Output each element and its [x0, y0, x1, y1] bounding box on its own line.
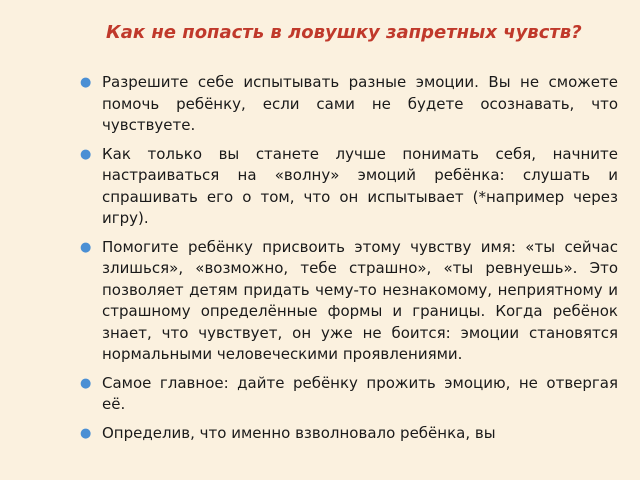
bullet-icon: ●: [80, 375, 92, 391]
bullet-icon: ●: [80, 425, 92, 441]
bullet-item: [78, 144, 618, 230]
bullet-list: [78, 72, 618, 451]
bullet-text: Определив, что именно взволновало ребёнка, вы: [102, 423, 496, 442]
bullet-text: Самое главное: дайте ребёнку прожить эмоцию, не отвергая её.: [102, 373, 618, 413]
bullet-icon: ●: [80, 75, 92, 90]
bullet-text: Как только вы станете лучше понимать себя, начните настраиваться на «волну» эмоций ребёнка: слушать и спрашивать его о том, что он испытывает (*например через игру).: [102, 144, 618, 227]
bullet-icon: ●: [80, 239, 92, 255]
slide-title: Как не попасть в ловушку запретных чувств?: [106, 22, 582, 43]
bullet-item: [78, 72, 618, 137]
bullet-item: [78, 423, 618, 445]
bullet-item: [78, 237, 618, 366]
bullet-icon: ●: [80, 146, 92, 162]
bullet-text: Помогите ребёнку присвоить этому чувству имя: «ты сейчас злишься», «возможно, тебе страшно», «ты ревнуешь». Это позволяет детям придать чему-то незнакомому, неприятному и страшному определённые формы и границы. Когда ребёнок знает, что чувствует, он уже не боится: эмоции становятся нормальными человеческими проявлениями.: [102, 237, 618, 363]
bullet-item: [78, 373, 618, 416]
bullet-text: Разрешите себе испытывать разные эмоции. Вы не сможете помочь ребёнку, если сами не будете осознавать, что чувствуете.: [102, 73, 618, 134]
